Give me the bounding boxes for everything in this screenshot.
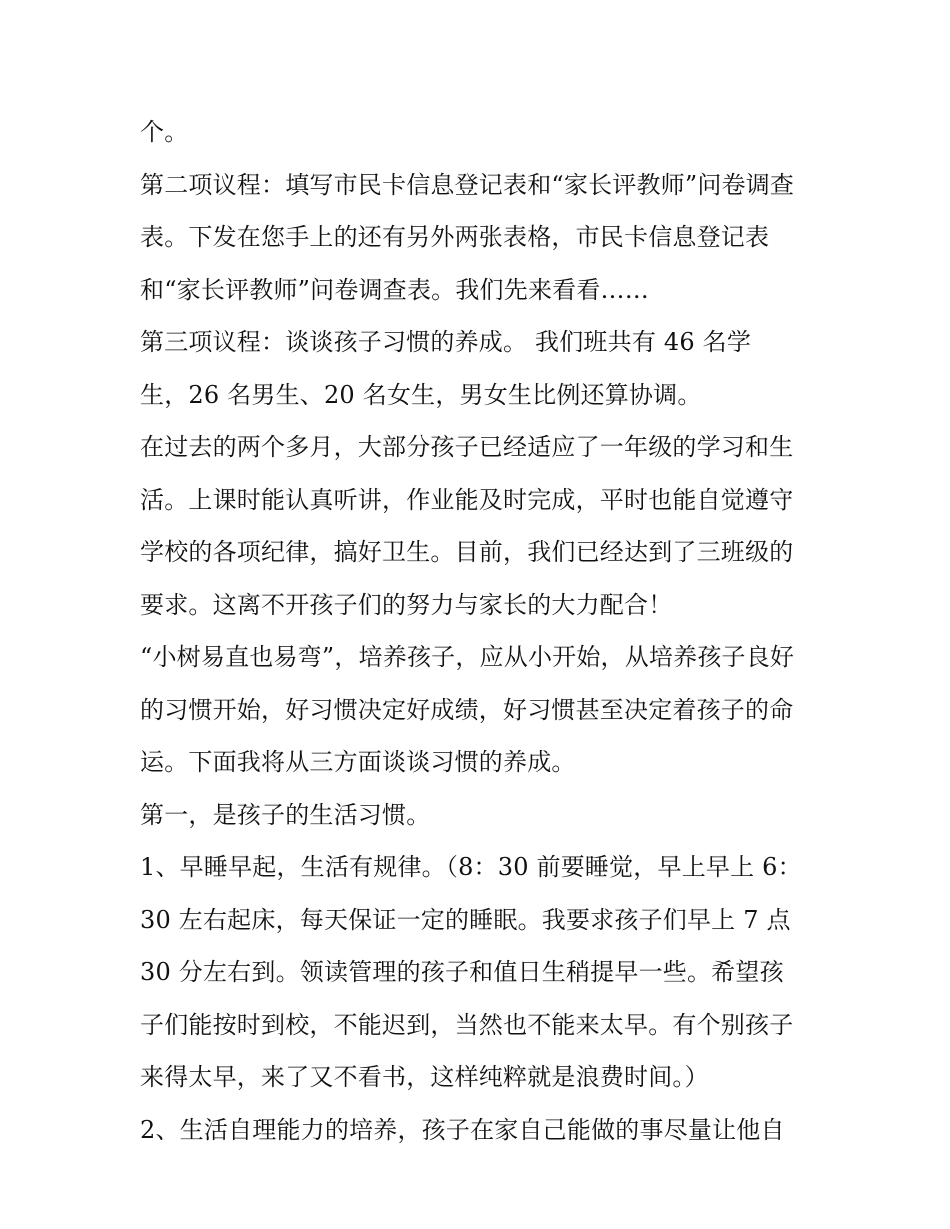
text-line: 30 左右起床，每天保证一定的睡眠。我要求孩子们早上 7 点 bbox=[140, 905, 791, 934]
text-line: 第三项议程：谈谈孩子习惯的养成。 我们班共有 46 名学 bbox=[140, 328, 752, 356]
text-line: 2、生活自理能力的培养，孩子在家自己能做的事尽量让他自 bbox=[140, 1115, 785, 1144]
text-line: 和“家长评教师”问卷调查表。我们先来看看…… bbox=[140, 275, 649, 304]
text-line: 的习惯开始，好习惯决定好成绩，好习惯甚至决定着孩子的命 bbox=[140, 695, 794, 724]
text-line: 学校的各项纪律，搞好卫生。目前，我们已经达到了三班级的 bbox=[140, 538, 794, 566]
text-line: 来得太早，来了又不看书，这样纯粹就是浪费时间。） bbox=[140, 1063, 709, 1091]
text-line: 生，26 名男生、20 名女生，男女生比例还算协调。 bbox=[140, 380, 702, 409]
text-line: 在过去的两个多月，大部分孩子已经适应了一年级的学习和生 bbox=[140, 433, 794, 461]
text-line: 第二项议程：填写市民卡信息登记表和“家长评教师”问卷调查 bbox=[140, 170, 795, 199]
text-line: 第一，是孩子的生活习惯。 bbox=[140, 800, 431, 829]
text-line: “小树易直也易弯”，培养孩子，应从小开始，从培养孩子良好 bbox=[140, 643, 795, 671]
document-body bbox=[140, 106, 820, 1156]
text-line: 表。下发在您手上的还有另外两张表格，市民卡信息登记表 bbox=[140, 223, 770, 251]
text-line: 个。 bbox=[140, 118, 189, 146]
text-line: 1、早睡早起，生活有规律。（8：30 前要睡觉，早上早上 6： bbox=[140, 853, 802, 881]
text-line: 活。上课时能认真听讲，作业能及时完成，平时也能自觉遵守 bbox=[140, 485, 794, 514]
text-line: 30 分左右到。领读管理的孩子和值日生稍提早一些。希望孩 bbox=[140, 958, 784, 986]
text-line: 运。下面我将从三方面谈谈习惯的养成。 bbox=[140, 748, 576, 776]
text-line: 要求。这离不开孩子们的努力与家长的大力配合！ bbox=[140, 590, 673, 619]
text-line: 子们能按时到校，不能迟到，当然也不能来太早。有个别孩子 bbox=[140, 1010, 794, 1039]
